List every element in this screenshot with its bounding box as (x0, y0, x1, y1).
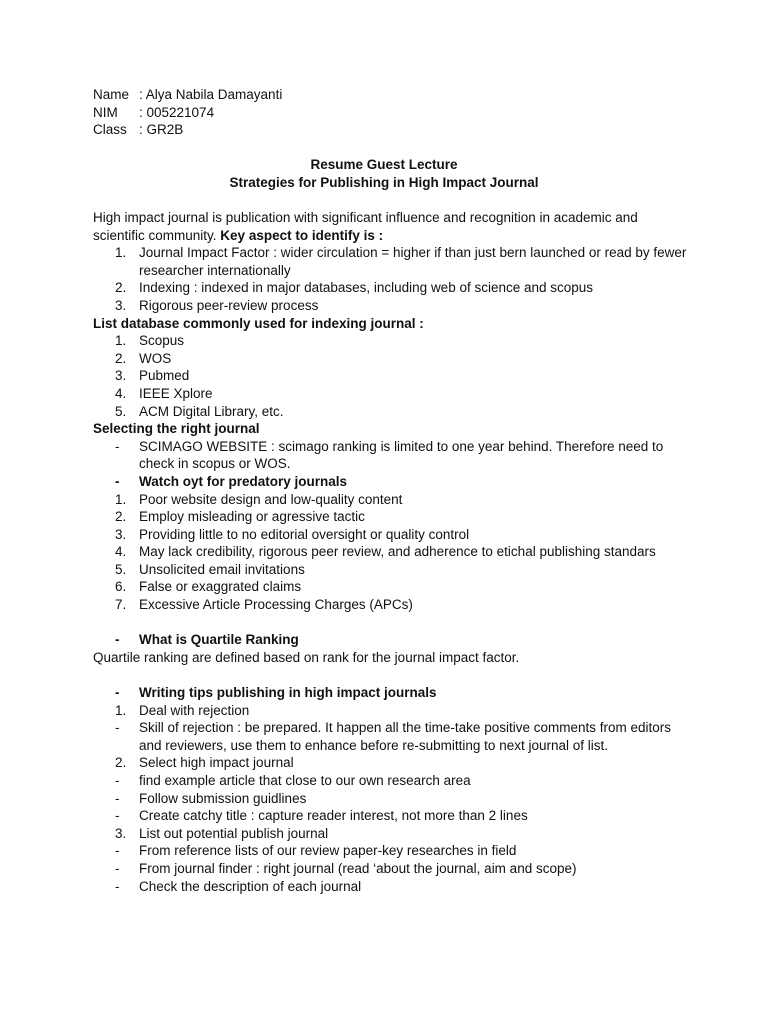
list-item-text: From journal finder : right journal (read ‘about the journal, aim and scope) (139, 860, 577, 876)
list-item-text: Journal Impact Factor : wider circulation = higher if than just bern launched or read by fewer researcher internationally (139, 245, 687, 278)
selecting-heading: Selecting the right journal (93, 421, 260, 437)
list-item-text: ACM Digital Library, etc. (139, 403, 284, 419)
list-item-text: Check the description of each journal (139, 878, 362, 894)
list-item (93, 385, 693, 403)
selecting-list (93, 438, 693, 491)
list-marker: 3. (115, 297, 127, 313)
list-marker: 1. (115, 491, 127, 507)
list-marker: - (115, 790, 120, 806)
document-body (93, 209, 693, 895)
spacer (93, 614, 693, 632)
predatory-list (93, 491, 693, 614)
list-item (93, 790, 693, 808)
list-item (93, 860, 693, 878)
list-item (93, 702, 693, 720)
list-item (93, 367, 693, 385)
list-item-text: False or exaggrated claims (139, 579, 302, 595)
nim-value: : 005221074 (139, 104, 215, 120)
list-item (93, 332, 693, 350)
list-item (93, 754, 693, 772)
list-marker: - (115, 773, 120, 788)
class-label: Class (93, 122, 127, 137)
list-item-text: find example article that close to our own research area (139, 773, 471, 788)
list-item-text: Excessive Article Processing Charges (APCs) (139, 597, 413, 613)
list-marker: 7. (115, 597, 127, 613)
list-item-text: Employ misleading or agressive tactic (139, 509, 365, 525)
list-item-text: Writing tips publishing in high impact journals (139, 685, 437, 701)
key-aspects-list (93, 244, 693, 314)
list-item (93, 491, 693, 509)
list-item-text: Unsolicited email invitations (139, 561, 305, 577)
list-item-text: List out potential publish journal (139, 825, 329, 841)
intro-paragraph (93, 209, 693, 244)
name-row (93, 86, 282, 104)
list-marker: - (115, 685, 120, 701)
list-item (93, 719, 693, 754)
nim-row (93, 104, 282, 122)
databases-list (93, 332, 693, 420)
name-value: : Alya Nabila Damayanti (139, 87, 283, 102)
intro-bold: Key aspect to identify is : (220, 227, 384, 243)
list-marker: 4. (115, 385, 127, 401)
list-item (93, 578, 693, 596)
document-title: Resume Guest Lecture (310, 157, 458, 172)
list-marker: 1. (115, 333, 127, 349)
class-row (93, 121, 282, 139)
list-item-text: Rigorous peer-review process (139, 297, 319, 313)
list-marker: 4. (115, 544, 127, 560)
class-value: : GR2B (139, 122, 184, 137)
list-marker: - (115, 438, 120, 454)
list-item (93, 772, 693, 790)
list-marker: 6. (115, 579, 127, 595)
nim-label: NIM (93, 104, 118, 120)
spacer (93, 666, 693, 684)
list-item-text: Pubmed (139, 368, 190, 384)
list-item-text: Watch oyt for predatory journals (139, 473, 348, 489)
databases-heading: List database commonly used for indexing journal : (93, 315, 424, 331)
list-marker: 2. (115, 280, 127, 296)
list-marker: - (115, 808, 120, 824)
list-item-text: What is Quartile Ranking (139, 632, 299, 648)
list-marker: - (115, 860, 120, 876)
writing-tips-heading (93, 684, 693, 702)
list-item (93, 807, 693, 825)
list-marker: - (115, 878, 120, 894)
quartile-paragraph: Quartile ranking are defined based on rank for the journal impact factor. (93, 649, 520, 665)
list-item-text: Select high impact journal (139, 755, 294, 771)
quartile-heading (93, 631, 693, 649)
name-label: Name (93, 87, 130, 102)
list-item-text: Providing little to no editorial oversight or quality control (139, 526, 470, 542)
list-marker: 2. (115, 350, 127, 366)
list-item-text: IEEE Xplore (139, 385, 213, 401)
list-item-text: Skill of rejection : be prepared. It happen all the time-take positive comments from editors and reviewers, use them to enhance before re-submitting to next journal of list. (139, 720, 672, 753)
list-item-text: From reference lists of our review paper-key researches in field (139, 843, 517, 859)
student-info (93, 86, 282, 139)
list-item (93, 596, 693, 614)
list-marker: 3. (115, 368, 127, 384)
list-marker: 5. (115, 561, 127, 577)
list-marker: 5. (115, 403, 127, 419)
list-item (93, 438, 693, 473)
list-marker: 2. (115, 509, 127, 525)
list-marker: 1. (115, 702, 127, 718)
list-item-text: Indexing : indexed in major databases, including web of science and scopus (139, 280, 594, 296)
list-marker: - (115, 473, 120, 489)
predatory-heading (93, 473, 693, 491)
tips-list (93, 702, 693, 896)
list-item-text: WOS (139, 350, 172, 366)
list-item-text: Follow submission guidlines (139, 790, 307, 806)
list-item (93, 279, 693, 297)
list-marker: 2. (115, 755, 127, 771)
list-item (93, 842, 693, 860)
list-item-text: May lack credibility, rigorous peer review, and adherence to etichal publishing standars (139, 544, 656, 560)
document-subtitle: Strategies for Publishing in High Impact Journal (229, 175, 539, 190)
list-item-text: Poor website design and low-quality content (139, 491, 403, 507)
list-marker: 1. (115, 245, 127, 261)
list-item (93, 526, 693, 544)
list-item-text: SCIMAGO WEBSITE : scimago ranking is limited to one year behind. Therefore need to check in scopus or WOS. (139, 438, 664, 472)
list-marker: 3. (115, 825, 127, 841)
list-marker: - (115, 632, 120, 648)
list-marker: 3. (115, 526, 127, 542)
list-item (93, 825, 693, 843)
list-item (93, 543, 693, 561)
list-item-text: Deal with rejection (139, 702, 250, 718)
list-item (93, 244, 693, 279)
list-item (93, 350, 693, 368)
intro-text: High impact journal is publication with significant influence and recognition in academic and scientific community. (93, 210, 638, 243)
list-item-text: Scopus (139, 333, 185, 349)
list-item (93, 878, 693, 896)
list-item-text: Create catchy title : capture reader interest, not more than 2 lines (139, 808, 528, 824)
list-item (93, 403, 693, 421)
list-item (93, 297, 693, 315)
list-item (93, 508, 693, 526)
list-marker: - (115, 843, 120, 859)
list-item (93, 561, 693, 579)
document-titles (0, 156, 768, 192)
list-marker: - (115, 720, 120, 736)
